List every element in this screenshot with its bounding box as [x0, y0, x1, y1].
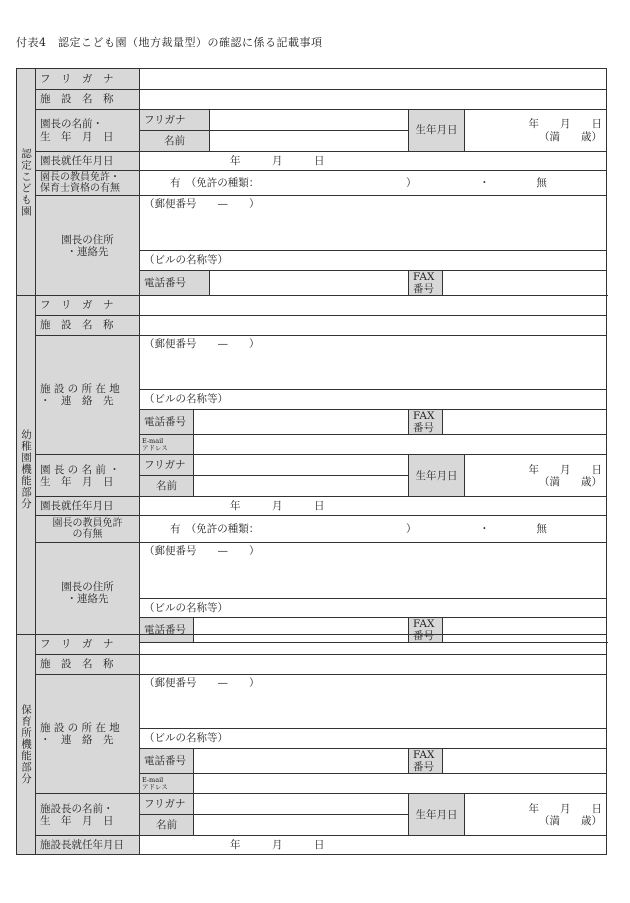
appointed-date-field[interactable]: 年 月 日 [140, 836, 607, 855]
email-label: E-mail アドレス [140, 435, 194, 455]
facility-name-field[interactable] [140, 316, 607, 336]
registration-form-table [16, 68, 607, 296]
fax-field[interactable] [443, 271, 607, 296]
facility-name-label: 施 設 名 称 [36, 90, 140, 110]
phone-label: 電話番号 [140, 749, 194, 774]
fax-field[interactable] [443, 749, 607, 774]
building-name-field[interactable]: （ビルの名称等） [140, 729, 607, 749]
director-name-field[interactable] [194, 815, 409, 836]
birthdate-label: 生年月日 [409, 455, 465, 497]
fax-label: FAX番号 [409, 271, 443, 296]
furigana-label: フ リ ガ ナ [36, 69, 140, 90]
building-name-field[interactable]: （ビルの名称等） [140, 599, 607, 618]
phone-label: 電話番号 [140, 271, 210, 296]
postal-code-field[interactable]: （郵便番号 — ） [140, 196, 607, 251]
appointed-date-label: 園長就任年月日 [36, 152, 140, 171]
fax-field[interactable] [443, 410, 607, 435]
director-furigana-label: フリガナ [140, 794, 194, 815]
phone-label: 電話番号 [140, 618, 194, 643]
birthdate-field[interactable]: 年 月 日 （満 歳） [465, 455, 607, 497]
license-label: 園長の教員免許・ 保育士資格の有無 [36, 171, 140, 196]
furigana-label: フ リ ガ ナ [36, 635, 140, 655]
facility-furigana-field[interactable] [140, 69, 607, 90]
birthdate-field[interactable]: 年 月 日 （満 歳） [465, 110, 607, 152]
birthdate-label: 生年月日 [409, 794, 465, 836]
furigana-label: フ リ ガ ナ [36, 296, 140, 316]
facility-furigana-field[interactable] [140, 296, 607, 316]
birthdate-label: 生年月日 [409, 110, 465, 152]
location-label: 施 設 の 所 在 地 ・ 連 絡 先 [36, 675, 140, 794]
email-field[interactable] [194, 774, 607, 794]
director-name-sublabel: 名前 [140, 476, 194, 497]
license-label: 園長の教員免許 の有無 [36, 516, 140, 543]
section-label-kindergarten: 幼稚園機能部分 [17, 296, 36, 643]
director-furigana-label: フリガナ [140, 110, 210, 131]
director-address-label: 園長の住所 ・連絡先 [36, 196, 140, 296]
appointed-date-field[interactable]: 年 月 日 [140, 152, 607, 171]
postal-code-field[interactable]: （郵便番号 — ） [140, 543, 607, 599]
document-title: 付表4 認定こども園（地方裁量型）の確認に係る記載事項 [16, 36, 323, 49]
facility-head-name-label: 施設長の名前・ 生 年 月 日 [36, 794, 140, 836]
postal-code-field[interactable]: （郵便番号 — ） [140, 336, 607, 390]
facility-name-field[interactable] [140, 655, 607, 675]
appointed-date-label: 園長就任年月日 [36, 497, 140, 516]
director-name-label: 園 長 の 名 前 ・ 生 年 月 日 [36, 455, 140, 497]
fax-label: FAX番号 [409, 618, 443, 643]
building-name-field[interactable]: （ビルの名称等） [140, 251, 607, 271]
director-name-sublabel: 名前 [140, 815, 194, 836]
phone-label: 電話番号 [140, 410, 194, 435]
nursery-section-table [16, 634, 607, 855]
director-furigana-field[interactable] [210, 110, 409, 131]
facility-name-label: 施 設 名 称 [36, 655, 140, 675]
fax-label: FAX番号 [409, 749, 443, 774]
fax-label: FAX番号 [409, 410, 443, 435]
director-address-label: 園長の住所 ・連絡先 [36, 543, 140, 643]
director-furigana-field[interactable] [194, 794, 409, 815]
section-label-nursery: 保育所機能部分 [17, 635, 36, 855]
director-name-field[interactable] [210, 131, 409, 152]
location-label: 施 設 の 所 在 地 ・ 連 絡 先 [36, 336, 140, 455]
director-furigana-label: フリガナ [140, 455, 194, 476]
section-label-kodomoen: 認定こども園 [17, 69, 36, 296]
phone-field[interactable] [194, 410, 409, 435]
appointed-date-field[interactable]: 年 月 日 [140, 497, 607, 516]
facility-furigana-field[interactable] [140, 635, 607, 655]
phone-field[interactable] [210, 271, 409, 296]
director-name-label: 園長の名前・ 生 年 月 日 [36, 110, 140, 152]
postal-code-field[interactable]: （郵便番号 — ） [140, 675, 607, 729]
director-name-field[interactable] [194, 476, 409, 497]
email-field[interactable] [194, 435, 607, 455]
facility-name-field[interactable] [140, 90, 607, 110]
building-name-field[interactable]: （ビルの名称等） [140, 390, 607, 410]
director-name-sublabel: 名前 [140, 131, 210, 152]
director-furigana-field[interactable] [194, 455, 409, 476]
kindergarten-section-table [16, 295, 607, 643]
appointed-date-label: 施設長就任年月日 [36, 836, 140, 855]
birthdate-field[interactable]: 年 月 日 （満 歳） [465, 794, 607, 836]
email-label: E-mail アドレス [140, 774, 194, 794]
license-field[interactable]: 有 （免許の種類： ） ・ 無 [140, 171, 607, 196]
facility-name-label: 施 設 名 称 [36, 316, 140, 336]
phone-field[interactable] [194, 749, 409, 774]
license-field[interactable]: 有 （免許の種類： ） ・ 無 [140, 516, 607, 543]
